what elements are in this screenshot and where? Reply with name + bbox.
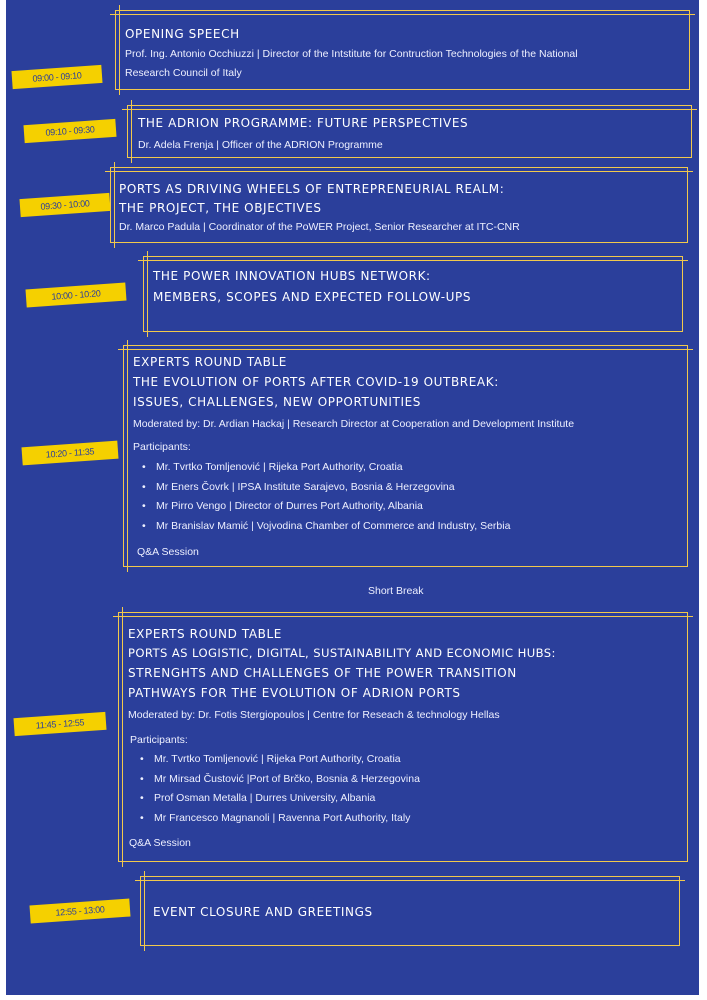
moderator-line: Moderated by: Dr. Ardian Hackaj | Research Director at Cooperation and Development Institute [133,418,575,430]
participant-item: • Mr Pirro Vengo | Director of Durres Port Authority, Albania [136,497,510,517]
session-title: MEMBERS, SCOPES AND EXPECTED FOLLOW-UPS [153,290,472,304]
session-title: STRENGHTS AND CHALLENGES OF THE POWER TRANSITION [128,666,517,680]
session-title: EXPERTS ROUND TABLE [128,627,282,641]
speaker-line: Research Council of Italy [125,67,242,79]
qa-session: Q&A Session [137,546,199,558]
session-title: THE POWER INNOVATION HUBS NETWORK: [153,269,431,283]
participant-item: • Mr Eners Čovrk | IPSA Institute Sarajevo, Bosnia & Herzegovina [136,478,510,498]
time-badge: 10:00 - 10:20 [25,283,126,308]
participants-label: Participants: [130,734,188,746]
session-title: PORTS AS DRIVING WHEELS OF ENTREPRENEURIAL REALM: [119,182,505,196]
session-title: PATHWAYS FOR THE EVOLUTION OF ADRION PORTS [128,686,461,700]
time-badge: 12:55 - 13:00 [29,899,130,924]
session-title: THE ADRION PROGRAMME: FUTURE PERSPECTIVES [138,116,469,130]
session-title: EXPERTS ROUND TABLE [133,355,287,369]
participant-item: • Mr Francesco Magnanoli | Ravenna Port Authority, Italy [134,809,420,829]
time-badge: 09:30 - 10:00 [19,193,110,217]
bottom-paper-edge [0,995,707,1000]
participant-list [134,750,420,828]
participant-item: • Mr. Tvrtko Tomljenović | Rijeka Port Authority, Croatia [136,458,510,478]
left-paper-edge [0,0,6,1000]
participant-list [136,458,510,536]
speaker-line: Dr. Adela Frenja | Officer of the ADRION Programme [138,139,383,151]
time-badge: 09:10 - 09:30 [23,119,116,143]
session-title: OPENING SPEECH [125,27,240,41]
right-paper-edge [699,0,707,1000]
speaker-line: Prof. Ing. Antonio Occhiuzzi | Director of the Intstitute for Contruction Technologies of the National [125,48,578,60]
moderator-line: Moderated by: Dr. Fotis Stergiopoulos | Centre for Reseach & technology Hellas [128,709,500,721]
session-title: THE PROJECT, THE OBJECTIVES [119,201,322,215]
participants-label: Participants: [133,441,191,453]
qa-session: Q&A Session [129,837,191,849]
participant-item: • Mr. Tvrtko Tomljenović | Rijeka Port Authority, Croatia [134,750,420,770]
speaker-line: Dr. Marco Padula | Coordinator of the PoWER Project, Senior Researcher at ITC-CNR [119,221,520,233]
session-title: THE EVOLUTION OF PORTS AFTER COVID-19 OUTBREAK: [133,375,499,389]
time-badge: 09:00 - 09:10 [11,65,102,89]
session-title: ISSUES, CHALLENGES, NEW OPPORTUNITIES [133,395,422,409]
participant-item: • Mr Mirsad Čustović |Port of Brčko, Bosnia & Herzegovina [134,770,420,790]
session-title: EVENT CLOSURE AND GREETINGS [153,905,373,919]
time-badge: 11:45 - 12:55 [13,712,106,736]
participant-item: • Mr Branislav Mamić | Vojvodina Chamber of Commerce and Industry, Serbia [136,517,510,537]
session-title: PORTS AS LOGISTIC, DIGITAL, SUSTAINABILITY AND ECONOMIC HUBS: [128,646,556,660]
short-break: Short Break [368,585,424,597]
participant-item: • Prof Osman Metalla | Durres University, Albania [134,789,420,809]
time-badge: 10:20 - 11:35 [21,441,118,466]
